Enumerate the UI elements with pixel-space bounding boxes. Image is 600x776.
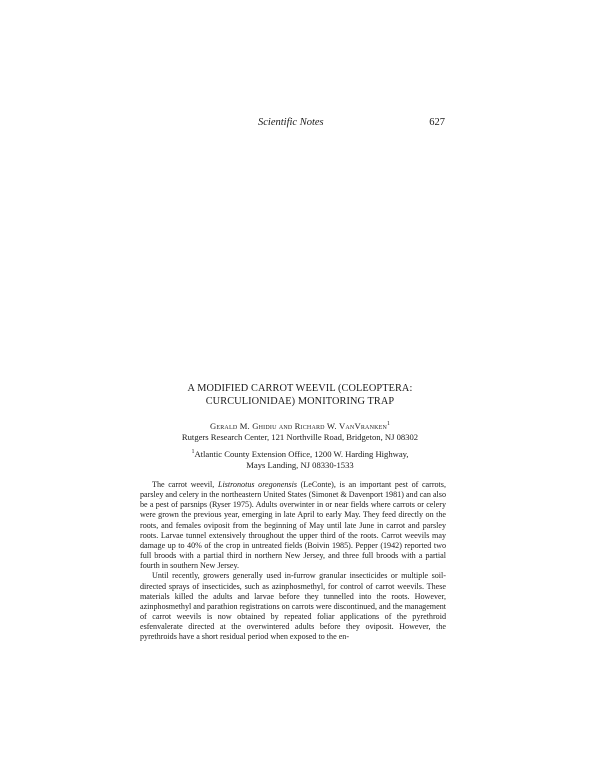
affiliation-2-line-2: Mays Landing, NJ 08330-1533	[246, 460, 354, 470]
article-title	[130, 382, 470, 408]
species-name: Listronotus oregonensis	[217, 480, 297, 489]
paragraph-1-rest: (LeConte), is an important pest of carrots, parsley and celery in the northeastern United States (Simonet & Davenport 1981) and can also be a pest of parsnips (Ryser 1975). Adults overwinter in or near fields where carrots or celery were grown the previous year, emerging in late April to early May. They feed directly on the roots, and females oviposit from the beginning of May until late June in carrot and parsley roots. Larvae tunnel extensively throughout the upper third of the roots. Carrot weevils may damage up to 40% of the crop in untreated fields (Boivin 1985). Pepper (1942) reported two full broods with a partial third in northern New Jersey, and three full broods with a partial fourth in southern New Jersey.	[140, 480, 446, 571]
affiliation-2	[130, 449, 470, 471]
author-block	[130, 421, 470, 443]
author-footnote-mark: 1	[387, 421, 391, 428]
author-name-1: Gerald M. Ghidiu	[209, 421, 277, 431]
page-number: 627	[429, 117, 445, 128]
article-body	[140, 480, 446, 643]
affiliation-footnote-mark: 1	[191, 449, 195, 456]
author-line	[130, 421, 470, 432]
running-head	[155, 117, 445, 131]
paragraph-2: Until recently, growers generally used in-furrow granular insecticides or multiple soil-directed sprays of insecticides, such as azinphosmethyl, for control of carrot weevils. These materials killed the adults and larvae before they tunnelled into the roots. However, azinphosmethyl and parathion registrations on carrots were discontinued, and the management of carrot weevils is now obtained by repeated foliar applications of the pyrethroid esfenvalerate directed at the overwintered adults before they oviposit. However, the pyrethroids have a short residual period when exposed to the en-	[140, 571, 446, 642]
affiliation-1: Rutgers Research Center, 121 Northville Road, Bridgeton, NJ 08302	[181, 432, 419, 442]
running-title: Scientific Notes	[258, 117, 324, 128]
article-title-line-2: CURCULIONIDAE) MONITORING TRAP	[205, 396, 395, 407]
author-and: and	[278, 421, 293, 431]
affiliation-2-line-1-text: Atlantic County Extension Office, 1200 W. Harding Highway,	[194, 449, 409, 459]
paragraph-1-lead: The carrot weevil,	[152, 480, 218, 489]
affiliation-2-line-1	[130, 449, 470, 460]
paragraph-1	[140, 480, 446, 571]
author-name-2: Richard W. VanVranken	[294, 421, 388, 431]
article-title-line-1: A MODIFIED CARROT WEEVIL (COLEOPTERA:	[187, 383, 413, 394]
